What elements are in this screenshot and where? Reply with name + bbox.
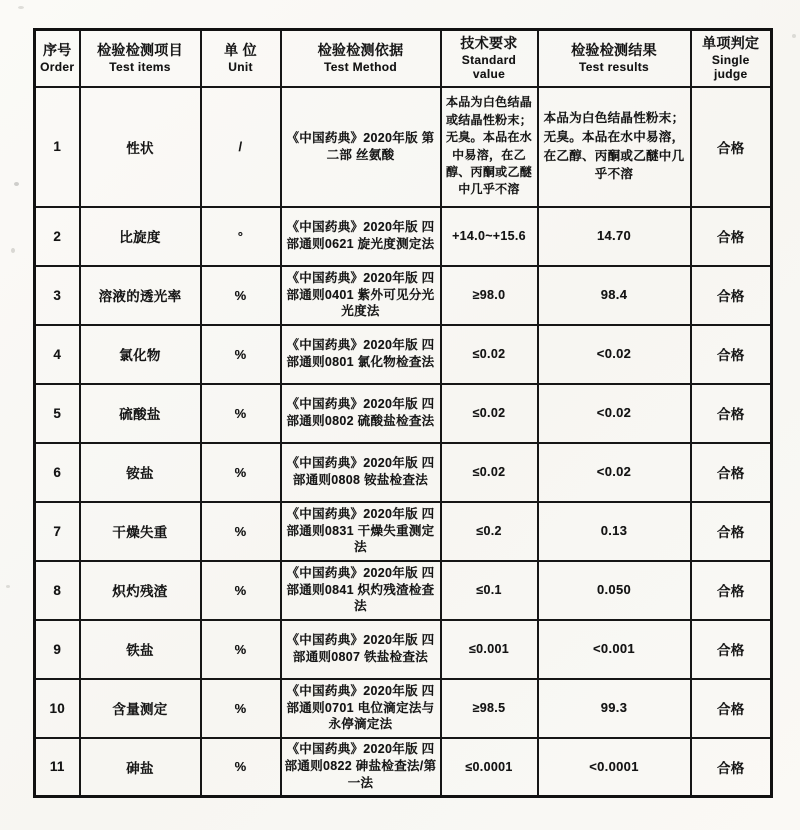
cell-test-method: 《中国药典》2020年版 四部通则0841 炽灼残渣检查法 bbox=[281, 561, 441, 620]
cell-single-judge: 合格 bbox=[691, 384, 772, 443]
cell-test-result: 0.13 bbox=[538, 502, 691, 561]
scan-speck bbox=[11, 248, 15, 253]
cell-test-item: 干燥失重 bbox=[80, 502, 201, 561]
cell-unit: % bbox=[201, 384, 281, 443]
cell-standard-value: ≤0.0001 bbox=[441, 738, 538, 797]
cell-test-result: 0.050 bbox=[538, 561, 691, 620]
table-row bbox=[35, 502, 772, 561]
cell-test-method: 《中国药典》2020年版 四部通则0807 铁盐检查法 bbox=[281, 620, 441, 679]
cell-test-item: 溶液的透光率 bbox=[80, 266, 201, 325]
table-header-row bbox=[35, 30, 772, 87]
cell-test-result: 14.70 bbox=[538, 207, 691, 266]
table-row bbox=[35, 207, 772, 266]
cell-single-judge: 合格 bbox=[691, 738, 772, 797]
header-single-judge-en: Single judge bbox=[711, 52, 750, 81]
cell-unit: % bbox=[201, 620, 281, 679]
cell-order: 2 bbox=[35, 207, 80, 266]
cell-test-method: 《中国药典》2020年版 四部通则0701 电位滴定法与永停滴定法 bbox=[281, 679, 441, 738]
cell-test-result: <0.001 bbox=[538, 620, 691, 679]
header-test-method-en: Test Method bbox=[323, 59, 398, 74]
cell-single-judge: 合格 bbox=[691, 207, 772, 266]
table-row bbox=[35, 87, 772, 207]
cell-test-item: 含量测定 bbox=[80, 679, 201, 738]
cell-standard-value: ≤0.2 bbox=[441, 502, 538, 561]
header-test-method-zh: 检验检测依据 bbox=[317, 42, 404, 59]
cell-test-result: 98.4 bbox=[538, 266, 691, 325]
header-order-en: Order bbox=[40, 59, 75, 74]
cell-order: 1 bbox=[35, 87, 80, 207]
cell-order: 3 bbox=[35, 266, 80, 325]
scan-speck bbox=[18, 6, 24, 9]
header-standard-value bbox=[441, 30, 538, 87]
header-single-judge bbox=[691, 30, 772, 87]
cell-unit: % bbox=[201, 561, 281, 620]
header-test-method bbox=[281, 30, 441, 87]
cell-order: 7 bbox=[35, 502, 80, 561]
cell-test-result: 本品为白色结晶性粉末；无臭。本品在水中易溶，在乙醇、丙酮或乙醚中几乎不溶 bbox=[538, 87, 691, 207]
cell-test-result: 99.3 bbox=[538, 679, 691, 738]
cell-test-method: 《中国药典》2020年版 第二部 丝氨酸 bbox=[281, 87, 441, 207]
cell-test-result: <0.02 bbox=[538, 443, 691, 502]
table-row bbox=[35, 384, 772, 443]
header-test-results-en: Test results bbox=[578, 59, 650, 74]
cell-standard-value: ≤0.001 bbox=[441, 620, 538, 679]
header-order bbox=[35, 30, 80, 87]
cell-test-result: <0.02 bbox=[538, 325, 691, 384]
cell-test-item: 氯化物 bbox=[80, 325, 201, 384]
cell-test-result: <0.0001 bbox=[538, 738, 691, 797]
cell-single-judge: 合格 bbox=[691, 443, 772, 502]
cell-single-judge: 合格 bbox=[691, 502, 772, 561]
cell-standard-value: +14.0~+15.6 bbox=[441, 207, 538, 266]
header-standard-value-zh: 技术要求 bbox=[460, 35, 518, 52]
cell-test-item: 比旋度 bbox=[80, 207, 201, 266]
cell-standard-value: ≤0.02 bbox=[441, 325, 538, 384]
cell-single-judge: 合格 bbox=[691, 679, 772, 738]
cell-test-method: 《中国药典》2020年版 四部通则0802 硫酸盐检查法 bbox=[281, 384, 441, 443]
header-test-results-zh: 检验检测结果 bbox=[571, 42, 657, 59]
cell-standard-value: 本品为白色结晶或结晶性粉末；无臭。本品在水中易溶，在乙醇、丙酮或乙醚中几乎不溶 bbox=[441, 87, 538, 207]
cell-unit: % bbox=[201, 325, 281, 384]
header-unit-en: Unit bbox=[228, 59, 253, 74]
cell-test-method: 《中国药典》2020年版 四部通则0831 干燥失重测定法 bbox=[281, 502, 441, 561]
cell-test-method: 《中国药典》2020年版 四部通则0808 铵盐检查法 bbox=[281, 443, 441, 502]
scan-speck bbox=[6, 585, 10, 588]
header-test-items-zh: 检验检测项目 bbox=[97, 42, 183, 59]
cell-test-item: 硫酸盐 bbox=[80, 384, 201, 443]
cell-test-method: 《中国药典》2020年版 四部通则0801 氯化物检查法 bbox=[281, 325, 441, 384]
cell-test-item: 炽灼残渣 bbox=[80, 561, 201, 620]
cell-order: 10 bbox=[35, 679, 80, 738]
cell-unit: % bbox=[201, 443, 281, 502]
cell-order: 9 bbox=[35, 620, 80, 679]
header-test-items bbox=[80, 30, 201, 87]
cell-order: 8 bbox=[35, 561, 80, 620]
cell-unit: % bbox=[201, 679, 281, 738]
scan-speck bbox=[792, 34, 796, 38]
cell-standard-value: ≥98.5 bbox=[441, 679, 538, 738]
cell-unit: % bbox=[201, 738, 281, 797]
cell-single-judge: 合格 bbox=[691, 87, 772, 207]
table-row bbox=[35, 266, 772, 325]
cell-unit: % bbox=[201, 502, 281, 561]
cell-standard-value: ≥98.0 bbox=[441, 266, 538, 325]
table-row bbox=[35, 679, 772, 738]
table-row bbox=[35, 620, 772, 679]
cell-test-method: 《中国药典》2020年版 四部通则0401 紫外可见分光光度法 bbox=[281, 266, 441, 325]
cell-single-judge: 合格 bbox=[691, 325, 772, 384]
table-row bbox=[35, 561, 772, 620]
header-test-items-en: Test items bbox=[109, 59, 171, 74]
cell-order: 6 bbox=[35, 443, 80, 502]
cell-standard-value: ≤0.1 bbox=[441, 561, 538, 620]
table-row bbox=[35, 443, 772, 502]
cell-standard-value: ≤0.02 bbox=[441, 384, 538, 443]
header-unit-zh: 单 位 bbox=[224, 42, 257, 59]
cell-single-judge: 合格 bbox=[691, 266, 772, 325]
scan-speck bbox=[14, 182, 19, 186]
header-single-judge-zh: 单项判定 bbox=[702, 35, 760, 52]
cell-test-method: 《中国药典》2020年版 四部通则0621 旋光度测定法 bbox=[281, 207, 441, 266]
cell-single-judge: 合格 bbox=[691, 620, 772, 679]
cell-standard-value: ≤0.02 bbox=[441, 443, 538, 502]
cell-test-item: 砷盐 bbox=[80, 738, 201, 797]
cell-unit: ° bbox=[201, 207, 281, 266]
cell-test-result: <0.02 bbox=[538, 384, 691, 443]
cell-test-item: 性状 bbox=[80, 87, 201, 207]
table-row bbox=[35, 325, 772, 384]
header-test-results bbox=[538, 30, 691, 87]
cell-test-item: 铵盐 bbox=[80, 443, 201, 502]
cell-single-judge: 合格 bbox=[691, 561, 772, 620]
header-unit bbox=[201, 30, 281, 87]
header-standard-value-en: Standard value bbox=[461, 52, 517, 81]
cell-order: 5 bbox=[35, 384, 80, 443]
table-row bbox=[35, 738, 772, 797]
cell-test-method: 《中国药典》2020年版 四部通则0822 砷盐检查法/第一法 bbox=[281, 738, 441, 797]
cell-unit: % bbox=[201, 266, 281, 325]
inspection-report-table bbox=[33, 28, 773, 798]
cell-unit: / bbox=[201, 87, 281, 207]
cell-order: 4 bbox=[35, 325, 80, 384]
header-order-zh: 序号 bbox=[42, 42, 72, 59]
cell-order: 11 bbox=[35, 738, 80, 797]
cell-test-item: 铁盐 bbox=[80, 620, 201, 679]
